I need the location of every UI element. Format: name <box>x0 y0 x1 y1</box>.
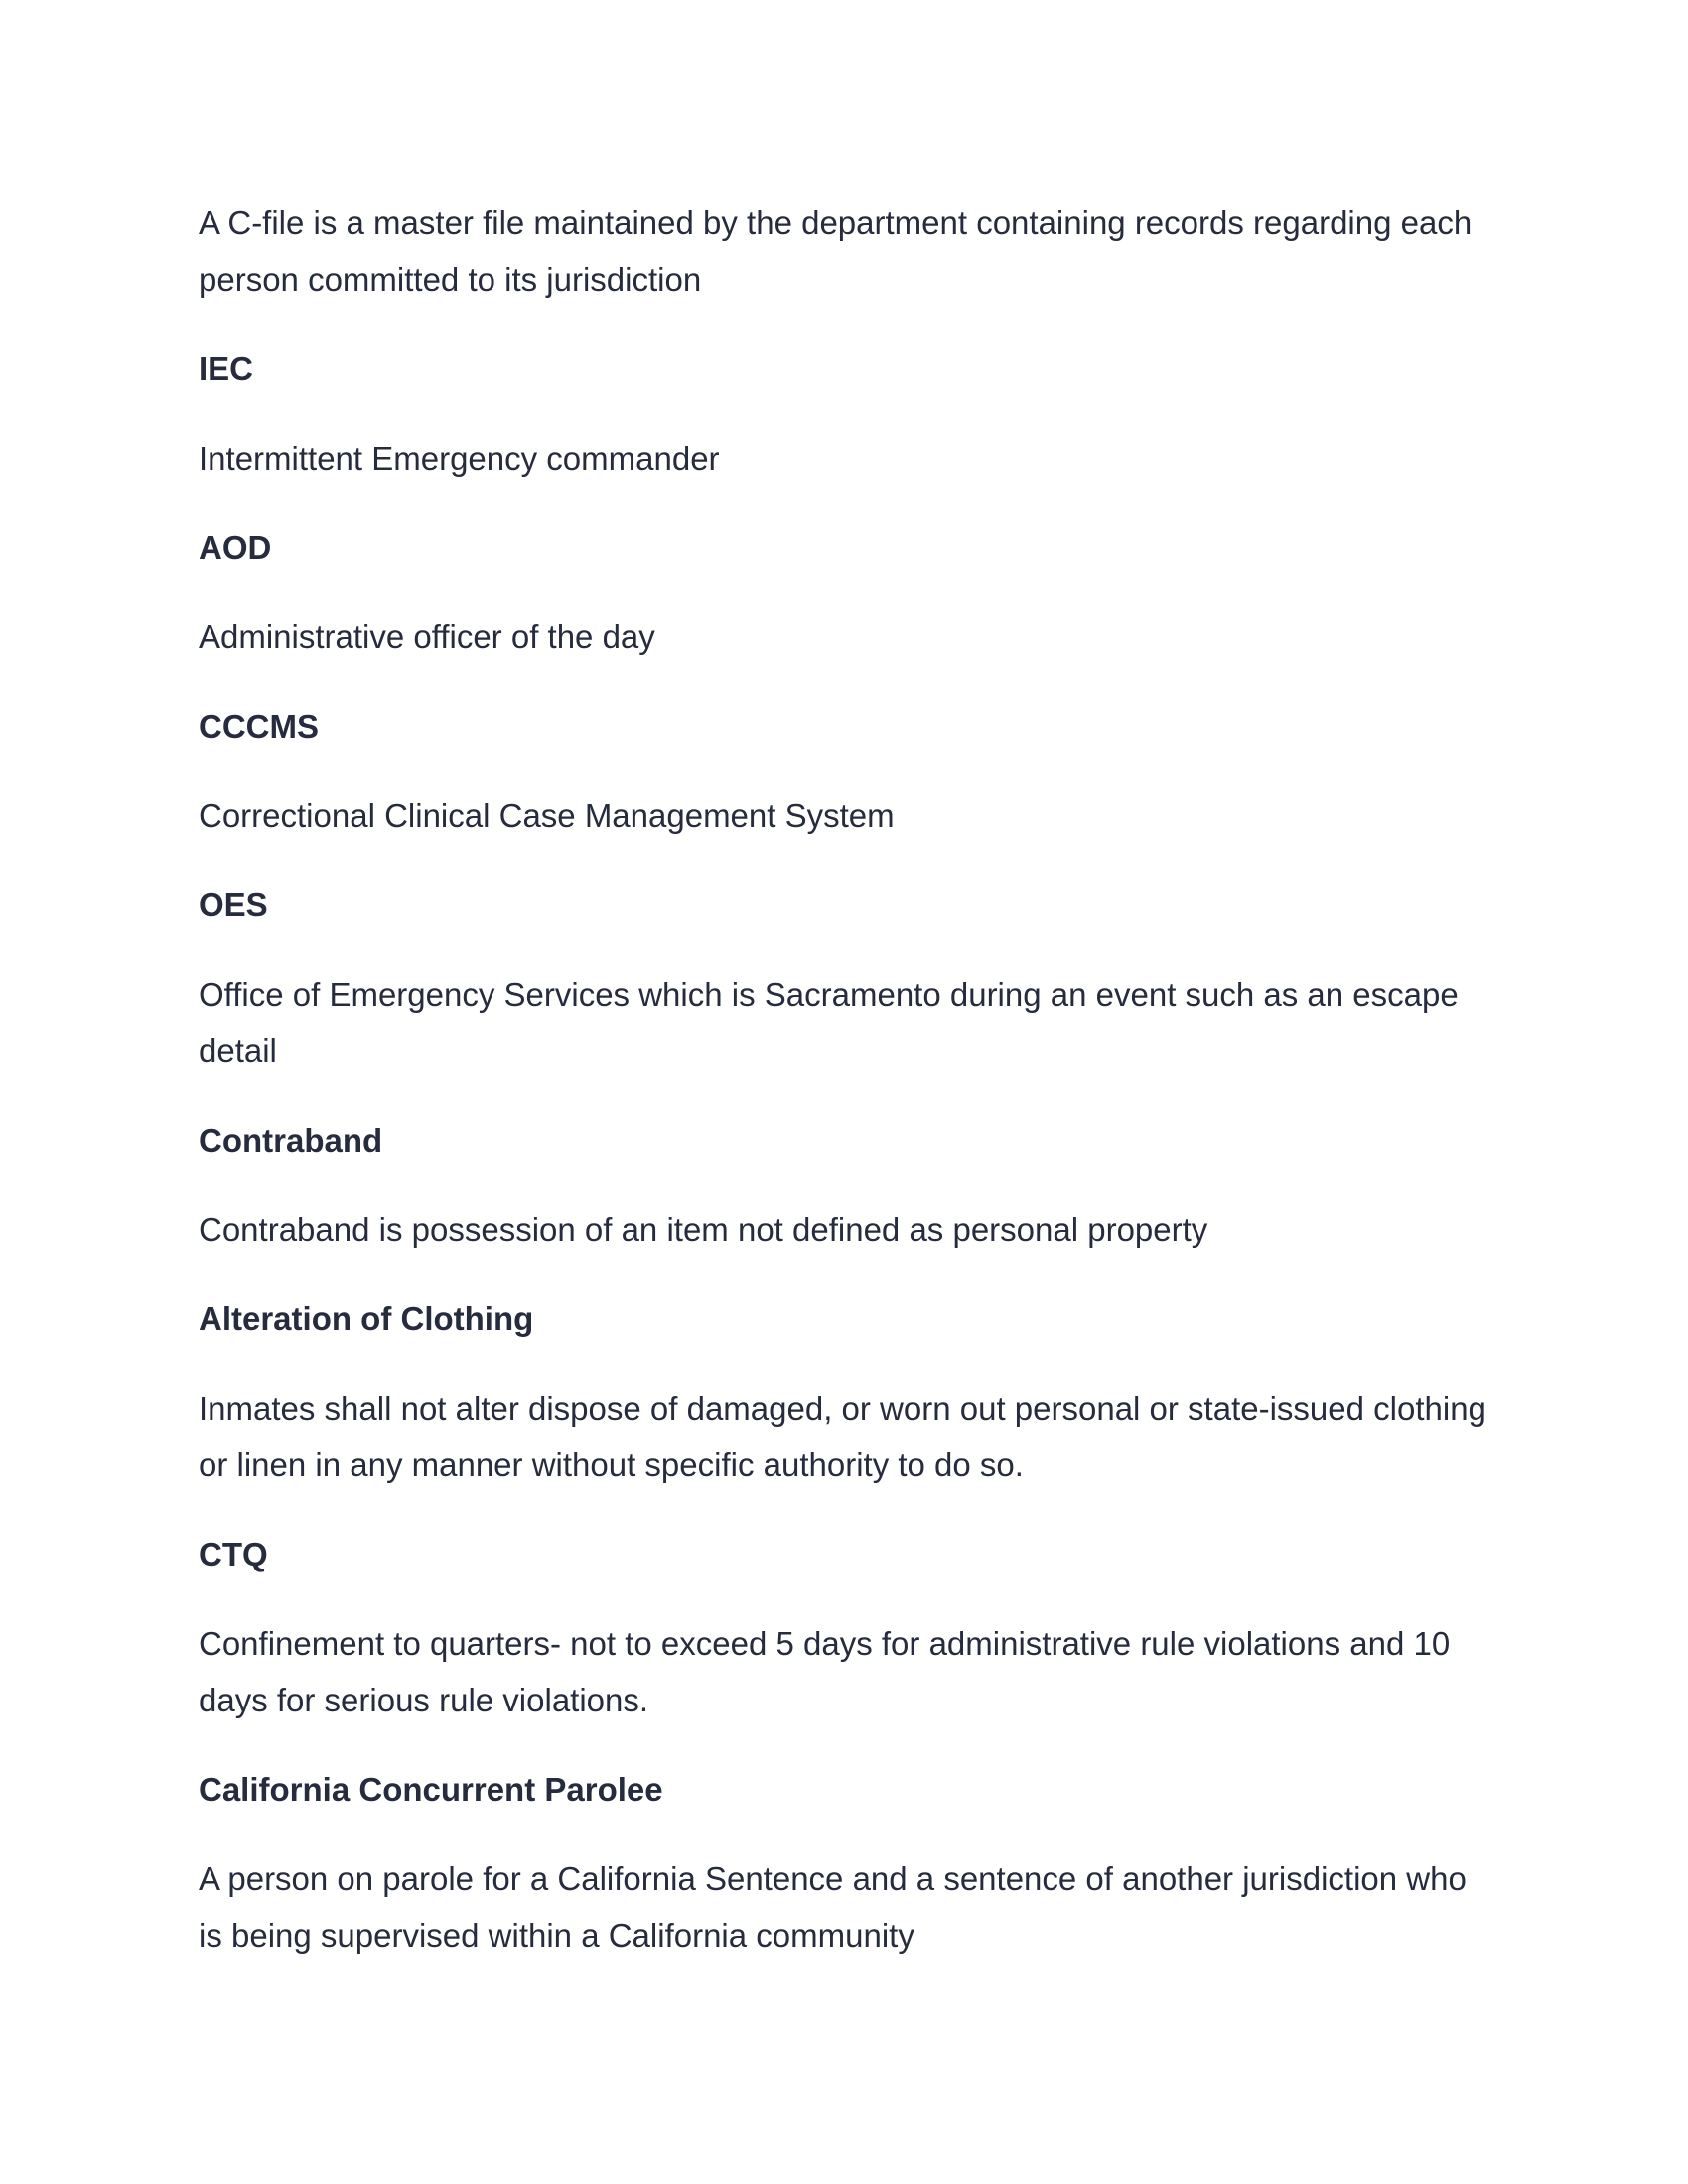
term-california-concurrent-parolee: California Concurrent Parolee <box>199 1771 663 1808</box>
glossary-content <box>199 195 1489 1996</box>
definition-california-concurrent-parolee: A person on parole for a California Sentence and a sentence of another jurisdiction who is being supervised within a California community <box>199 1860 1467 1954</box>
term-cccms: CCCMS <box>199 708 319 745</box>
definition-cccms: Correctional Clinical Case Management System <box>199 797 895 834</box>
term-aod: AOD <box>199 529 272 566</box>
definition-iec: Intermittent Emergency commander <box>199 440 720 477</box>
intro-definition: A C-file is a master file maintained by the department containing records regarding each person committed to its jurisdiction <box>199 205 1473 298</box>
term-oes: OES <box>199 887 268 923</box>
definition-oes: Office of Emergency Services which is Sacramento during an event such as an escape detail <box>199 976 1459 1069</box>
definition-contraband: Contraband is possession of an item not defined as personal property <box>199 1211 1208 1248</box>
term-ctq: CTQ <box>199 1536 268 1572</box>
term-iec: IEC <box>199 350 254 387</box>
term-alteration-of-clothing: Alteration of Clothing <box>199 1300 534 1337</box>
term-contraband: Contraband <box>199 1122 383 1159</box>
definition-ctq: Confinement to quarters- not to exceed 5 days for administrative rule violations and 10 days for serious rule violations. <box>199 1625 1451 1718</box>
definition-aod: Administrative officer of the day <box>199 618 655 655</box>
definition-alteration-of-clothing: Inmates shall not alter dispose of damaged, or worn out personal or state-issued clothing or linen in any manner without specific authority to do so. <box>199 1390 1486 1483</box>
